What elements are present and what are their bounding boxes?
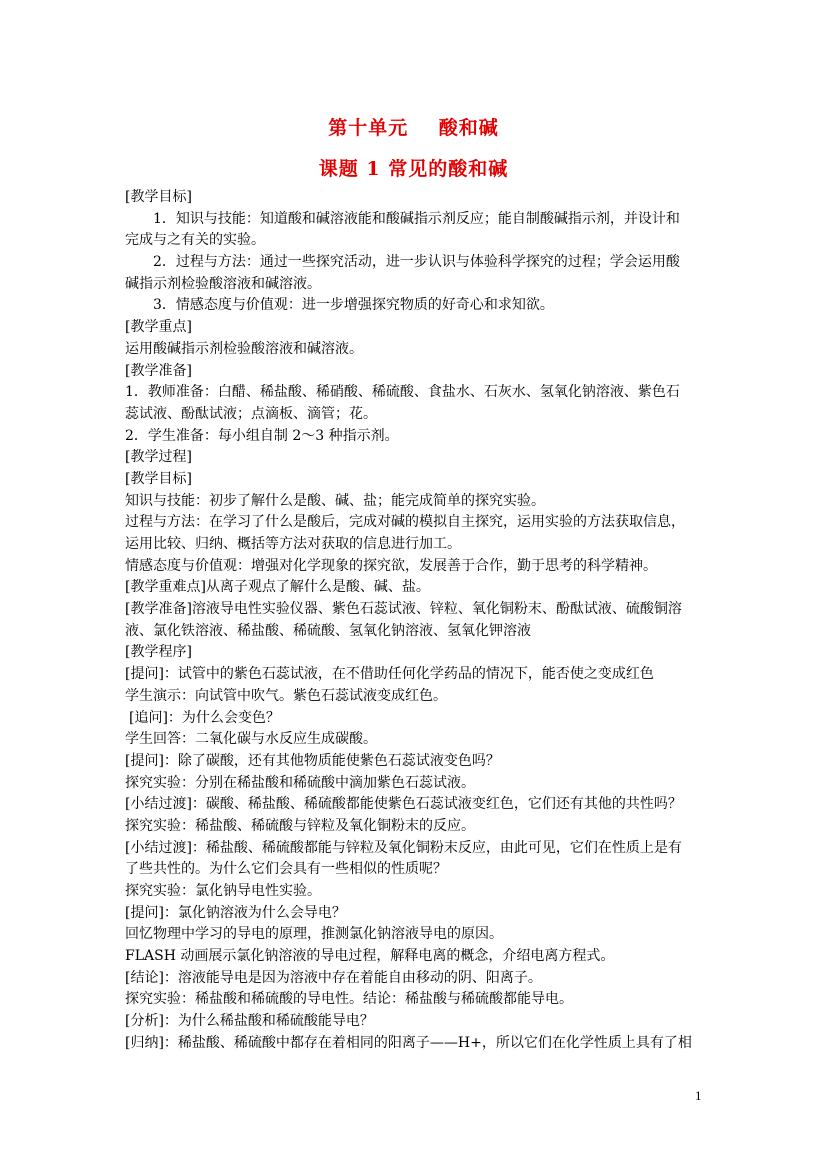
text-line: 回忆物理中学习的导电的原理，推测氯化钠溶液导电的原因。: [125, 926, 503, 943]
section-heading: [教学重点]: [125, 319, 192, 336]
section-heading: [教学目标]: [125, 189, 192, 205]
lesson-title: 课题 1 常见的酸和碱: [318, 158, 509, 180]
text-line: [教学重难点]从离子观点了解什么是酸、碱、盐。: [125, 579, 430, 596]
text-line: 1．教师准备：白醋、稀盐酸、稀硝酸、稀硫酸、食盐水、石灰水、氢氧化钠溶液、紫色石: [125, 384, 680, 401]
section-heading: [教学过程]: [125, 449, 192, 466]
text-line: 液、氯化铁溶液、稀盐酸、稀硫酸、氢氧化钠溶液、氢氧化钾溶液: [125, 622, 531, 639]
text-line: 探究实验：稀盐酸、稀硫酸与锌粒及氧化铜粉末的反应。: [125, 817, 475, 834]
text-line: [提问]：除了碳酸，还有其他物质能使紫色石蕊试液变色吗？: [125, 752, 500, 769]
text-line: 学生回答：二氧化碳与水反应生成碳酸。: [125, 731, 377, 748]
text-line: [提问]：试管中的紫色石蕊试液，在不借助任何化学药品的情况下，能否使之变成红色: [125, 666, 654, 683]
text-line: [提问]：氯化钠溶液为什么会导电？: [125, 904, 346, 921]
text-line: 了些共性的。为什么它们会具有一些相似的性质呢？: [125, 861, 447, 878]
text-line: [归纳]：稀盐酸、稀硫酸中都存在着相同的阳离子——H+，所以它们在化学性质上具有了相: [125, 1034, 692, 1051]
document-body: [125, 187, 705, 1055]
page-number: 1: [695, 1088, 702, 1103]
text-line: 蕊试液、酚酞试液；点滴板、滴管；花。: [125, 405, 377, 422]
text-line: 探究实验：稀盐酸和稀硫酸的导电性。结论：稀盐酸与稀硫酸都能导电。: [125, 991, 573, 1008]
text-line: [教学准备]溶液导电性实验仪器、紫色石蕊试液、锌粒、氧化铜粉末、酚酞试液、硫酸铜溶: [125, 601, 682, 618]
text-line: 学生演示：向试管中吹气。紫色石蕊试液变成红色。: [125, 687, 447, 704]
unit-title: 第十单元 酸和碱: [328, 117, 499, 139]
text-line: [小结过渡]：碳酸、稀盐酸、稀硫酸都能使紫色石蕊试液变红色，它们还有其他的共性吗？: [125, 796, 682, 813]
text-line: [追问]：为什么会变色？: [129, 709, 280, 726]
text-line: 完成与之有关的实验。: [125, 232, 265, 249]
section-heading: [教学程序]: [125, 644, 192, 661]
text-line: 1．知识与技能：知道酸和碱溶液能和酸碱指示剂反应；能自制酸碱指示剂，并设计和: [153, 210, 680, 227]
text-line: 碱指示剂检验酸溶液和碱溶液。: [125, 275, 321, 292]
section-heading: [教学准备]: [125, 362, 192, 379]
text-line: 运用酸碱指示剂检验酸溶液和碱溶液。: [125, 340, 363, 357]
text-line: 过程与方法：在学习了什么是酸后，完成对碱的模拟自主探究，运用实验的方法获取信息，: [125, 514, 685, 531]
text-line: 2．学生准备：每小组自制 2～3 种指示剂。: [125, 427, 399, 444]
text-line: 情感态度与价值观：增强对化学现象的探究欲，发展善于合作，勤于思考的科学精神。: [125, 557, 657, 574]
text-line: 探究实验：分别在稀盐酸和稀硫酸中滴加紫色石蕊试液。: [125, 774, 475, 791]
section-heading: [教学目标]: [125, 470, 192, 487]
text-line: 运用比较、归纳、概括等方法对获取的信息进行加工。: [125, 536, 461, 552]
text-line: [结论]：溶液能导电是因为溶液中存在着能自由移动的阴、阳离子。: [125, 969, 542, 986]
text-line: 2．过程与方法：通过一些探究活动，进一步认识与体验科学探究的过程；学会运用酸: [153, 254, 680, 271]
text-line: 探究实验：氯化钠导电性实验。: [125, 883, 321, 899]
text-line: [分析]：为什么稀盐酸和稀硫酸能导电？: [125, 1013, 374, 1030]
text-line: [小结过渡]：稀盐酸、稀硫酸都能与锌粒及氧化铜粉末反应，由此可见，它们在性质上是有: [125, 839, 682, 856]
text-line: 3．情感态度与价值观：进一步增强探究物质的好奇心和求知欲。: [153, 297, 554, 314]
text-line: FLASH 动画展示氯化钠溶液的导电过程，解释电离的概念，介绍电离方程式。: [125, 948, 615, 965]
text-line: 知识与技能：初步了解什么是酸、碱、盐；能完成简单的探究实验。: [125, 492, 545, 509]
